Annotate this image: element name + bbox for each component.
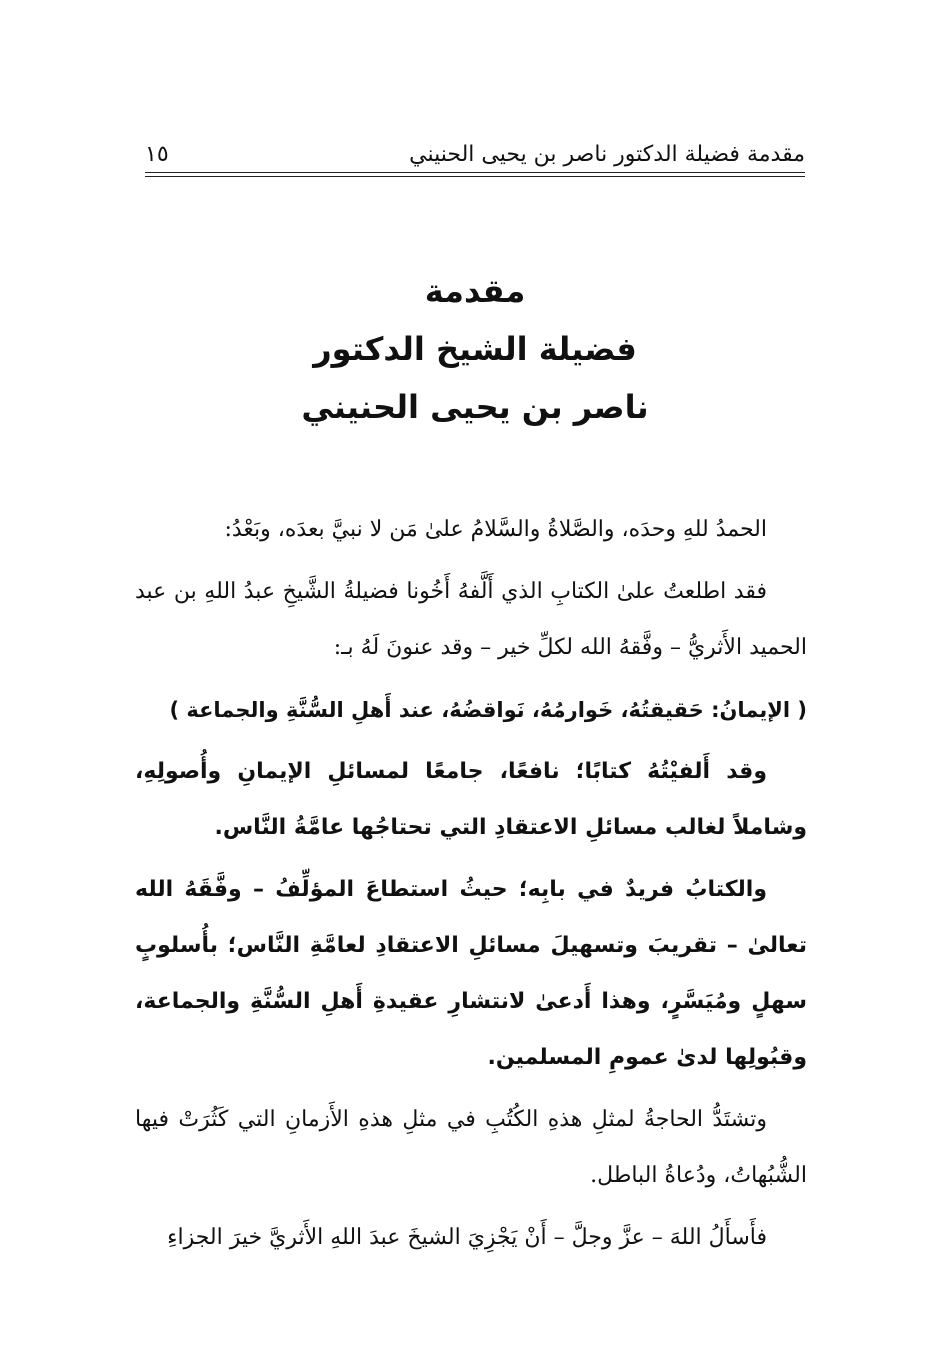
title-line-3: ناصر بن يحيى الحنيني xyxy=(301,388,649,426)
paragraph-introduction: فقد اطلعتُ علىٰ الكتابِ الذي أَلَّفهُ أَخُونا فضيلةُ الشَّيخِ عبدُ اللهِ بن عبد الحميد الأَثريُّ – وفَّقهُ الله لكلِّ خير – وقد عنونَ لَهُ بـ: xyxy=(135,579,807,660)
running-title: مقدمة فضيلة الدكتور ناصر بن يحيى الحنيني xyxy=(409,142,805,167)
body-text xyxy=(135,502,807,1272)
running-header xyxy=(145,140,805,170)
paragraph-book-unique: والكتابُ فريدٌ في بابِه؛ حيثُ استطاعَ المؤلِّفُ – وفَّقَهُ الله تعالىٰ – تقريبَ وتسهيلَ مسائلِ الاعتقادِ لعامَّةِ النَّاس؛ بأُسلوبٍ سهلٍ ومُيَسَّرٍ، وهذا أَدعىٰ لانتشارِ عقيدةِ أَهلِ السُّنَّةِ والجماعة، وقبُولِها لدىٰ عمومِ المسلمين. xyxy=(135,877,807,1070)
title-line-2: فضيلة الشيخ الدكتور xyxy=(313,330,637,368)
header-rule-top xyxy=(145,172,805,173)
header-rule-bottom xyxy=(145,176,805,177)
paragraph-prayer: فأَسأَلُ اللهَ – عزَّ وجلَّ – أَنْ يَجْزِيَ الشيخَ عبدَ اللهِ الأَثريَّ خيرَ الجزاءِ xyxy=(167,1225,767,1250)
paragraph-book-title: ( الإيمانُ: حَقيقتُهُ، خَوارمُهُ، نَواقضُهُ، عند أَهلِ السُّنَّةِ والجماعة ) xyxy=(169,698,807,722)
paragraph-opening: الحمدُ للهِ وحدَه، والصَّلاةُ والسَّلامُ علىٰ مَن لا نبيَّ بعدَه، وبَعْدُ: xyxy=(224,517,767,542)
paragraph-book-praise: وقد أَلفيْتُهُ كتابًا؛ نافعًا، جامعًا لمسائلِ الإيمانِ وأُصولِهِ، وشاملاً لغالب مسائلِ الاعتقادِ التي تحتاجُها عامَّةُ النَّاس. xyxy=(135,759,807,840)
page-number: ١٥ xyxy=(145,142,169,167)
title-block xyxy=(145,262,805,436)
title-line-1: مقدمة xyxy=(424,272,526,310)
paragraph-need: وتشتَدُّ الحاجةُ لمثلِ هذهِ الكُتُبِ في مثلِ هذهِ الأَزمانِ التي كَثُرَتْ فيها الشُّبُهاتُ، ودُعاةُ الباطل. xyxy=(135,1107,807,1188)
